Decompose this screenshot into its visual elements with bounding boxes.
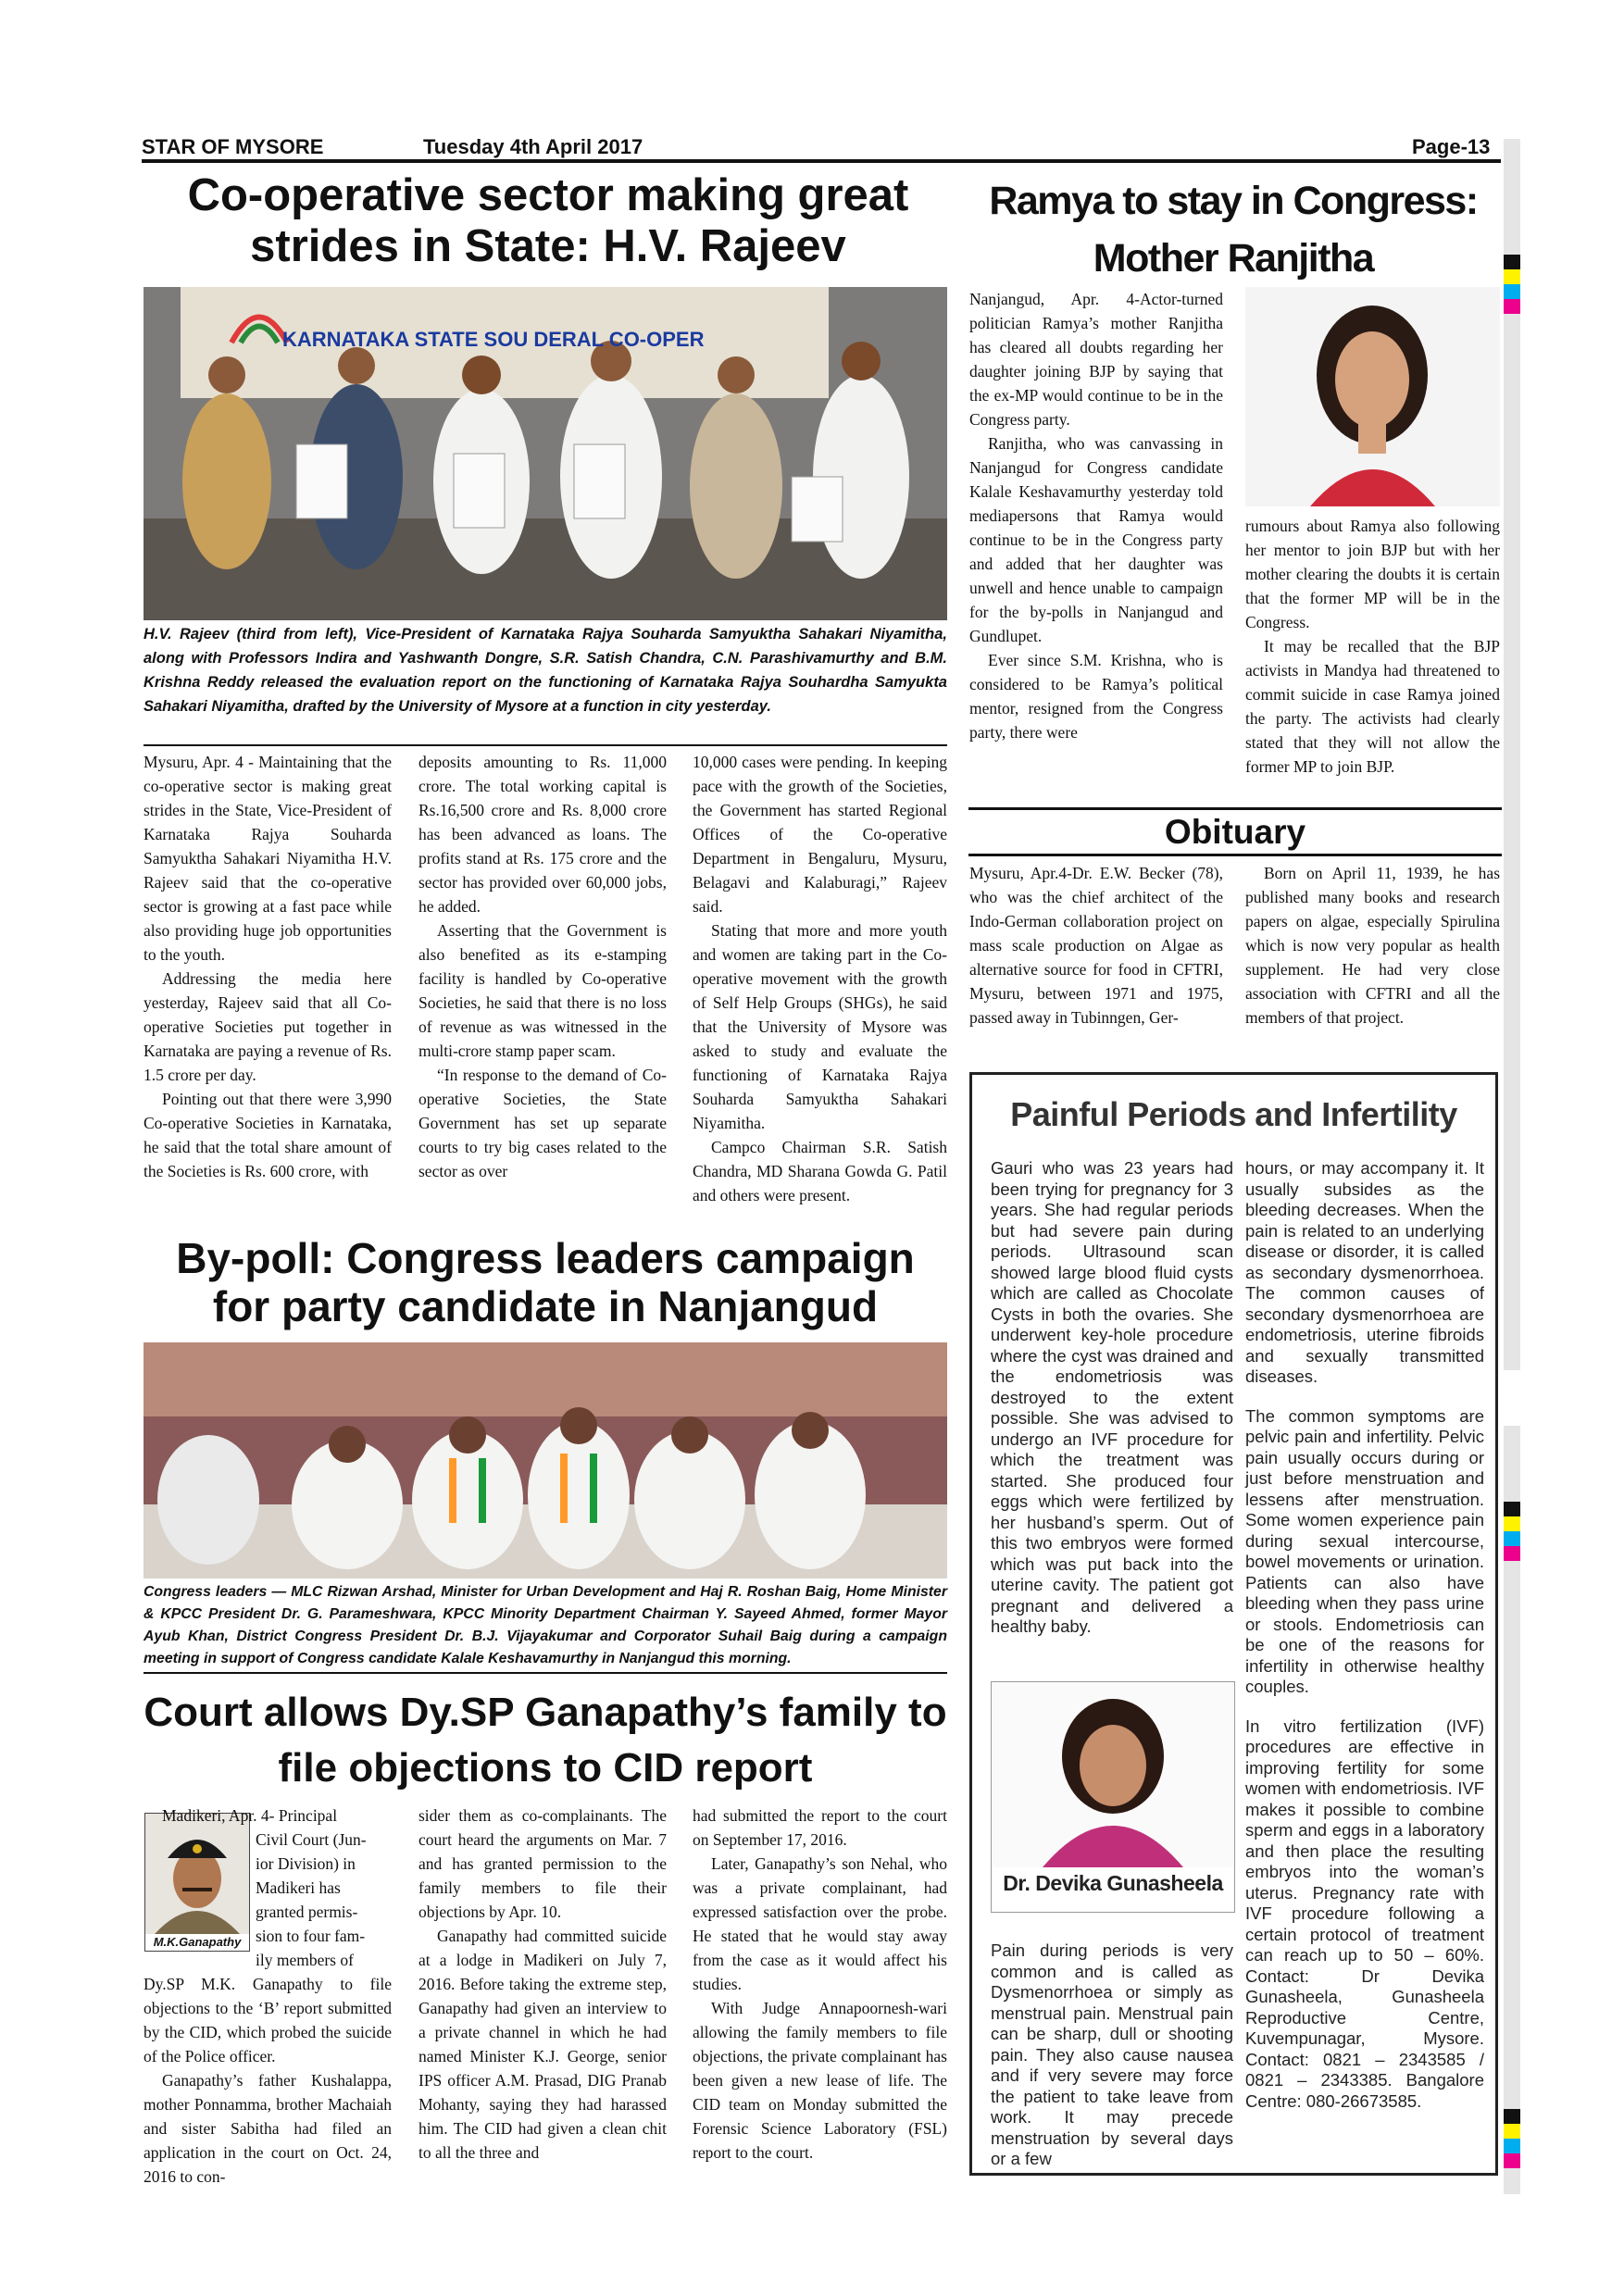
coop-headline: Co-operative sector making great strides in State: H.V. Rajeev bbox=[187, 170, 909, 271]
coop-c3-p3: Campco Chairman S.R. Satish Chandra, MD Sharana Gowda G. Patil and others were present. bbox=[693, 1138, 947, 1204]
coop-caption-rule bbox=[144, 744, 947, 746]
coop-c1-p3: Pointing out that there were 3,990 Co-operative Societies in Karnataka, he said that the total share amount of the Societies is Rs. 600 crore, with bbox=[144, 1090, 392, 1180]
doctor-photo-illustration bbox=[992, 1682, 1234, 1867]
court-column-1 bbox=[144, 1972, 392, 2189]
court-column-1-lead bbox=[144, 1803, 392, 1828]
coop-c3-p1: 10,000 cases were pending. In keeping pace with the growth of the Societies, the Government has started Regional Offices of the Co-operative Department in Bengaluru, Mysuru, Belagavi and Kalaburagi,” Rajeev said. bbox=[693, 753, 947, 916]
coop-c1-p1: Mysuru, Apr. 4 - Maintaining that the co-operative sector is making great strides in the State, Vice-President of Karnataka Rajya Souharda Samyuktha Sahakari Niyamitha H.V. Rajeev said that the co-operative sector is growing at a fast pace while also providing huge job opportunities to the youth. bbox=[144, 753, 392, 964]
court-c2-p1: sider them as co-complainants. The court heard the arguments on Mar. 7 and has granted permission to the family members to file their objections by Apr. 10. bbox=[418, 1806, 667, 1921]
reg-black-2 bbox=[1504, 1502, 1520, 1516]
court-c1-lead-line-1: Madikeri, Apr. 4- Principal bbox=[162, 1806, 338, 1825]
ad-box bbox=[969, 1072, 1498, 2176]
ramya-column-1 bbox=[969, 287, 1223, 744]
ganapathy-photo bbox=[144, 1813, 250, 1952]
ramya-photo bbox=[1245, 287, 1500, 506]
doctor-photo bbox=[991, 1681, 1235, 1913]
reg-magenta-2 bbox=[1504, 1546, 1520, 1561]
coop-column-2 bbox=[418, 750, 667, 1183]
reg-cyan-1 bbox=[1504, 284, 1520, 299]
doctor-name: Dr. Devika Gunasheela bbox=[1003, 1871, 1223, 1895]
coop-photo-caption: H.V. Rajeev (third from left), Vice-President of Karnataka Rajya Souharda Samyuktha Sahakari Niyamitha, along with Professors Indira and Yashwanth Dongre, S.R. Satish Chandra, C.N. Parashivamurthy and B.M. Krishna Reddy released the evaluation report on the functioning of Karnataka Rajya Souhardha Samyukta Sahakari Niyamitha, drafted by the University of Mysore at a function in city yesterday. bbox=[144, 626, 947, 715]
court-c1-p1: Dy.SP M.K. Ganapathy to file objections to the ‘B’ report submitted by the CID, which probed the suicide of the Police officer. bbox=[144, 1975, 392, 2065]
masthead-date: Tuesday 4th April 2017 bbox=[423, 135, 643, 158]
bypoll-photo-illustration bbox=[144, 1342, 947, 1578]
ad-c1-p2: Pain during periods is very common and is called as Dysmenorrhoea or simply as menstrual pain. Menstrual pain can be sharp, dull or shooting pain. They also cause nausea and if very severe may force the patient to take leave from work. It may precede menstruation by several days or a few bbox=[991, 1940, 1233, 2168]
bypoll-caption-rule bbox=[144, 1672, 947, 1674]
obituary-heading: Obituary bbox=[1164, 813, 1306, 851]
court-column-3 bbox=[693, 1803, 947, 2165]
ganapathy-photo-label: M.K.Ganapathy bbox=[145, 1934, 249, 1951]
court-column-2 bbox=[418, 1803, 667, 2165]
reg-yellow-3 bbox=[1504, 2124, 1520, 2139]
court-c1-lead-line-7: ily members of bbox=[256, 1951, 354, 1969]
obituary-rule-top bbox=[968, 807, 1502, 810]
ad-heading: Painful Periods and Infertility bbox=[1010, 1095, 1457, 1133]
ramya-c2-p1: rumours about Ramya also following her mentor to join BJP but with her mother clearing the doubts it is certain that the former MP will be in the Congress. bbox=[1245, 517, 1500, 631]
court-c3-p3: With Judge Annapoornesh-wari allowing the family members to file objections, the private complainant has been given a new lease of life. The CID team on Monday submitted the Forensic Science Laboratory (FSL) report to the court. bbox=[693, 1999, 947, 2162]
ad-column-1-top bbox=[991, 1158, 1233, 1656]
court-c3-p1: had submitted the report to the court on September 17, 2016. bbox=[693, 1806, 947, 1849]
ramya-c2-p2: It may be recalled that the BJP activists in Mandya had threatened to commit suicide in case Ramya joined the party. The activists had clearly stated that they will not allow the former MP to join BJP. bbox=[1245, 637, 1500, 776]
court-c1-lead-line-2: Civil Court (Jun- bbox=[256, 1830, 367, 1849]
coop-column-1 bbox=[144, 750, 392, 1183]
court-c2-p2: Ganapathy had committed suicide at a lodge in Madikeri on July 7, 2016. Before taking the extreme step, Ganapathy had given an interview to a private channel in which he had named Minister K.J. George, senior IPS officer A.M. Prasad, DIG Pranab Mohanty, saying they had harassed him. The CID had given a clean chit to all the three and bbox=[418, 1927, 667, 2162]
reg-cyan-3 bbox=[1504, 2139, 1520, 2153]
court-headline: Court allows Dy.SP Ganapathy’s family to file objections to CID report bbox=[144, 1690, 947, 1791]
obituary-c1-p1: Mysuru, Apr.4-Dr. E.W. Becker (78), who was the chief architect of the Indo-German collaboration project on mass scale production on Algae as alternative source for food in CFTRI, Mysuru, between 1971 and 1975, passed away in Tubinngen, Ger- bbox=[969, 864, 1223, 1027]
registration-bar bbox=[1504, 139, 1520, 2194]
obituary-column-1 bbox=[969, 861, 1223, 1029]
court-c1-lead-line-3: ior Division) in bbox=[256, 1854, 356, 1873]
ganapathy-photo-illustration bbox=[145, 1814, 249, 1934]
reg-black-1 bbox=[1504, 255, 1520, 269]
bypoll-photo-caption: Congress leaders — MLC Rizwan Arshad, Minister for Urban Development and Haj R. Roshan Baig, Home Minister & KPCC President Dr. G. Parameshwara, KPCC Minority Department Chairman Y. Sayeed Ahmed, former Mayor Ayub Khan, District Congress President Dr. B.J. Vijayakumar and Corporator Suhail Baig during a campaign meeting in support of Congress candidate Kalale Keshavamurthy in Nanjangud this morning. bbox=[144, 1584, 947, 1666]
ramya-column-2 bbox=[1245, 514, 1500, 779]
bypoll-photo bbox=[144, 1342, 947, 1578]
coop-banner-text: KARNATAKA STATE SOU DERAL CO-OPER bbox=[282, 328, 705, 351]
ramya-c1-p3: Ever since S.M. Krishna, who is considered to be Ramya’s political mentor, resigned from the Congress party, there were bbox=[969, 651, 1223, 742]
bypoll-headline: By-poll: Congress leaders campaign for party candidate in Nanjangud bbox=[176, 1234, 915, 1330]
reg-yellow-2 bbox=[1504, 1516, 1520, 1531]
ad-c2-p1: hours, or may accompany it. It usually subsides as the bleeding decreases. When the pain is related to an underlying disease or disorder, it is called as secondary dysmenorrhoea. The common causes of secondary dysmenorrhoea are endometriosis, uterine fibroids and sexually transmitted diseases. bbox=[1245, 1158, 1484, 1386]
obituary-c2-p1: Born on April 11, 1939, he has published many books and research papers on algae, especially Spirulina which is now very popular as health supplement. He had very close association with CFTRI and all the members of that project. bbox=[1245, 864, 1500, 1027]
coop-c1-p2: Addressing the media here yesterday, Rajeev said that all Co-operative Societies put together in Karnataka are paying a revenue of Rs. 1.5 crore per day. bbox=[144, 969, 392, 1084]
ramya-c1-p2: Ranjitha, who was canvassing in Nanjangud for Congress candidate Kalale Keshavamurthy yesterday told mediapersons that Ramya would continue to be in the Congress party and added that her daughter was unwell and hence unable to campaign for the by-polls in Nanjangud and Gundlupet. bbox=[969, 434, 1223, 645]
ad-c2-p2: The common symptoms are pelvic pain and infertility. Pelvic pain usually occurs during or just before menstruation and lessens after menstruation. Some women experience pain during sexual intercourse, bowel movements or urination. Patients can also have bleeding when they pass urine or stools. Endometriosis can be one of the reasons for infertility in otherwise healthy couples. bbox=[1245, 1405, 1484, 1696]
coop-c3-p2: Stating that more and more youth and women are taking part in the Co-operative movement with the growth of Self Help Groups (SHGs), he said that the University of Mysore was asked to study and evaluate the functioning of Karnataka Rajya Souharda Samyuktha Sahakari Niyamitha. bbox=[693, 921, 947, 1132]
reg-magenta-3 bbox=[1504, 2153, 1520, 2168]
ad-c1-p1: Gauri who was 23 years had been trying for pregnancy for 3 years. She had regular periods but had severe pain during periods. Ultrasound scan showed large blood fluid cysts which are called as Chocolate Cysts in both the ovaries. She underwent key-hole procedure where the cyst was drained and the endometriosis was destroyed to the extent possible. She was advised to undergo an IVF procedure for which the treatment was started. She produced four eggs which were fertilized by her husband’s sperm. Out of this two embryos were formed which was put back into the uterine cavity. The patient got pregnant and delivered a healthy baby. bbox=[991, 1158, 1233, 1636]
court-column-1-wrap bbox=[256, 1828, 392, 1972]
coop-column-3 bbox=[693, 750, 947, 1207]
ramya-photo-illustration bbox=[1245, 287, 1500, 506]
reg-cyan-2 bbox=[1504, 1531, 1520, 1546]
masthead-rule bbox=[142, 159, 1501, 163]
ad-column-1-bottom bbox=[991, 1940, 1233, 2189]
ramya-headline: Ramya to stay in Congress: Mother Ranjitha bbox=[989, 179, 1478, 281]
masthead-paper: STAR OF MYSORE bbox=[142, 135, 324, 158]
coop-c2-p3: “In response to the demand of Co-operative Societies, the State Government has set up separate courts to try big cases related to the sector as over bbox=[418, 1066, 667, 1180]
ramya-c1-p1: Nanjangud, Apr. 4-Actor-turned politician Ramya’s mother Ranjitha has cleared all doubts regarding her daughter joining BJP by saying that the ex-MP would continue to be in the Congress party. bbox=[969, 290, 1223, 429]
obituary-rule-bottom bbox=[968, 854, 1502, 856]
reg-magenta-1 bbox=[1504, 299, 1520, 314]
obituary-column-2 bbox=[1245, 861, 1500, 1029]
court-c1-lead-line-6: sion to four fam- bbox=[256, 1927, 366, 1945]
reg-yellow-1 bbox=[1504, 269, 1520, 284]
reg-white-gap bbox=[1504, 1370, 1520, 1426]
ad-c2-p3: In vitro fertilization (IVF) procedures are effective in improving fertility for some women with endometriosis. IVF makes it possible to combine sperm and eggs in a laboratory and then place the resulting embryos into the woman’s uterus. Pregnancy rate with IVF procedure following a certain protocol of treatment can reach up to 50 – 60%. Contact: Dr Devika Gunasheela, Gunasheela Reproductive Centre, Kuvempunagar, Mysore. Contact: 0821 – 2343585 / 0821 – 2343385. Bangalore Centre: 080-26673585. bbox=[1245, 1716, 1484, 2111]
court-c1-lead-line-4: Madikeri has bbox=[256, 1878, 341, 1897]
court-c1-lead-line-5: granted permis- bbox=[256, 1903, 358, 1921]
reg-black-3 bbox=[1504, 2109, 1520, 2124]
court-c1-p2: Ganapathy’s father Kushalappa, mother Ponnamma, brother Machaiah and sister Sabitha had filed an application in the court on Oct. 24, 2016 to con- bbox=[144, 2071, 392, 2186]
court-c3-p2: Later, Ganapathy’s son Nehal, who was a private complainant, had expressed satisfaction over the probe. He stated that he would stay away from the case as it would affect his studies. bbox=[693, 1854, 947, 1993]
coop-photo bbox=[144, 287, 947, 620]
masthead-page: Page-13 bbox=[1412, 135, 1491, 158]
coop-c2-p2: Asserting that the Government is also benefited as its e-stamping facility is handled by Co-operative Societies, he said that there is no loss of revenue as was witnessed in the multi-crore stamp paper scam. bbox=[418, 921, 667, 1060]
coop-c2-p1: deposits amounting to Rs. 11,000 crore. The total working capital is Rs.16,500 crore and Rs. 8,000 crore has been advanced as loans. The profits stand at Rs. 175 crore and the sector has provided over 60,000 jobs, he added. bbox=[418, 753, 667, 916]
ad-column-2 bbox=[1245, 1158, 1484, 2130]
